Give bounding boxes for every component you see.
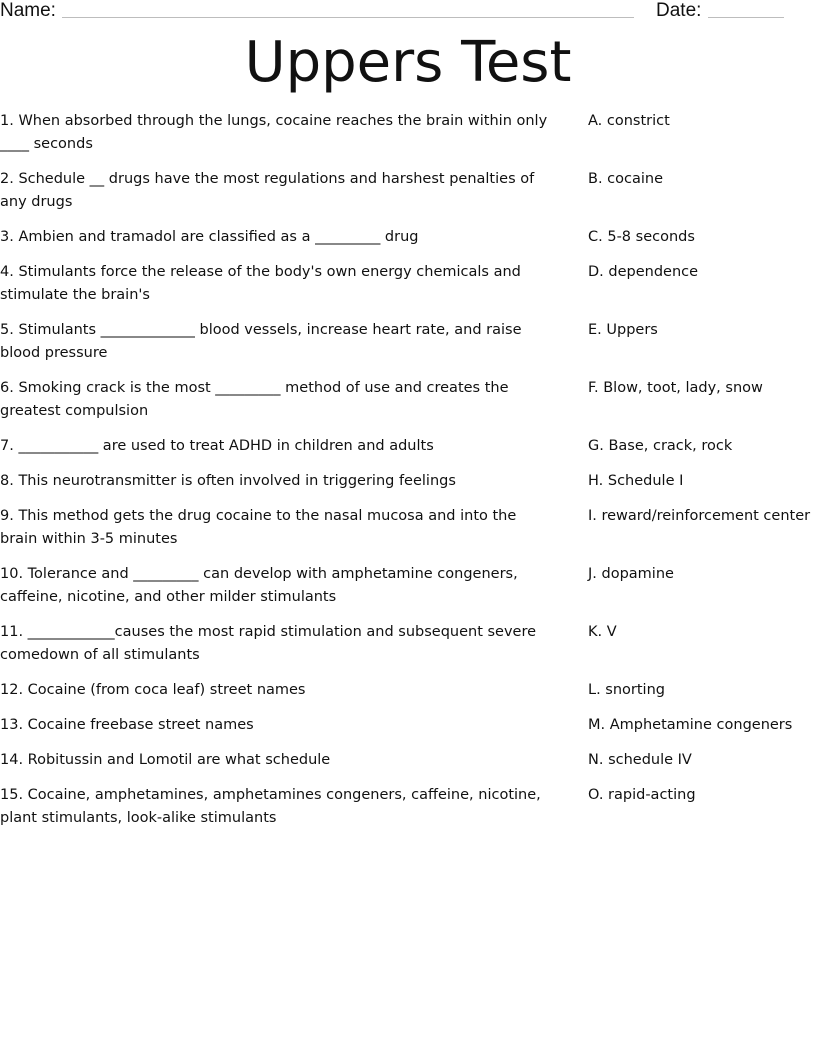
question-6: 6. Smoking crack is the most _________ method of use and creates the greatest compulsion [0,380,509,419]
answer-n: N. schedule IV [588,752,692,768]
question-row [0,319,816,365]
answer-h: H. Schedule I [588,473,684,489]
question-row [0,261,816,307]
question-row [0,714,816,737]
page-title: Uppers Test [244,30,572,95]
question-row [0,784,816,830]
question-10: 10. Tolerance and _________ can develop with amphetamine congeners, caffeine, nicotine, and other milder stimulants [0,566,518,605]
question-15: 15. Cocaine, amphetamines, amphetamines congeners, caffeine, nicotine, plant stimulants, look-alike stimulants [0,787,541,826]
answer-o: O. rapid-acting [588,787,696,803]
question-12: 12. Cocaine (from coca leaf) street names [0,682,306,698]
question-9: 9. This method gets the drug cocaine to the nasal mucosa and into the brain within 3-5 minutes [0,508,517,547]
question-row [0,505,816,551]
date-label: Date: [656,0,702,21]
question-7: 7. ___________ are used to treat ADHD in children and adults [0,438,434,454]
question-13: 13. Cocaine freebase street names [0,717,254,733]
name-label: Name: [0,0,56,21]
question-row [0,563,816,609]
question-row [0,377,816,423]
question-row [0,679,816,702]
answer-c: C. 5-8 seconds [588,229,695,245]
answer-d: D. dependence [588,264,699,280]
answer-m: M. Amphetamine congeners [588,717,793,733]
question-11: 11. ____________causes the most rapid stimulation and subsequent severe comedown of all stimulants [0,624,537,663]
answer-k: K. V [588,624,617,640]
answer-j: J. dopamine [588,566,674,582]
answer-e: E. Uppers [588,322,658,338]
answer-l: L. snorting [588,682,665,698]
question-4: 4. Stimulants force the release of the body's own energy chemicals and stimulate the brain's [0,264,521,303]
name-date-header [0,0,816,24]
answer-i: I. reward/reinforcement center [588,508,811,524]
question-row [0,749,816,772]
answer-a: A. constrict [588,113,670,129]
question-row [0,110,816,156]
question-row [0,470,816,493]
answer-g: G. Base, crack, rock [588,438,733,454]
name-blank-line[interactable] [62,17,634,18]
date-blank-line[interactable] [708,17,784,18]
answer-f: F. Blow, toot, lady, snow [588,380,763,396]
question-row [0,621,816,667]
question-row [0,226,816,249]
question-8: 8. This neurotransmitter is often involved in triggering feelings [0,473,456,489]
matching-question-list [0,110,816,842]
question-14: 14. Robitussin and Lomotil are what schedule [0,752,331,768]
question-3: 3. Ambien and tramadol are classified as a _________ drug [0,229,419,245]
question-row [0,435,816,458]
answer-b: B. cocaine [588,171,664,187]
question-row [0,168,816,214]
question-5: 5. Stimulants _____________ blood vessels, increase heart rate, and raise blood pressure [0,322,522,361]
question-2: 2. Schedule __ drugs have the most regulations and harshest penalties of any drugs [0,171,535,210]
question-1: 1. When absorbed through the lungs, cocaine reaches the brain within only ____ seconds [0,113,548,152]
